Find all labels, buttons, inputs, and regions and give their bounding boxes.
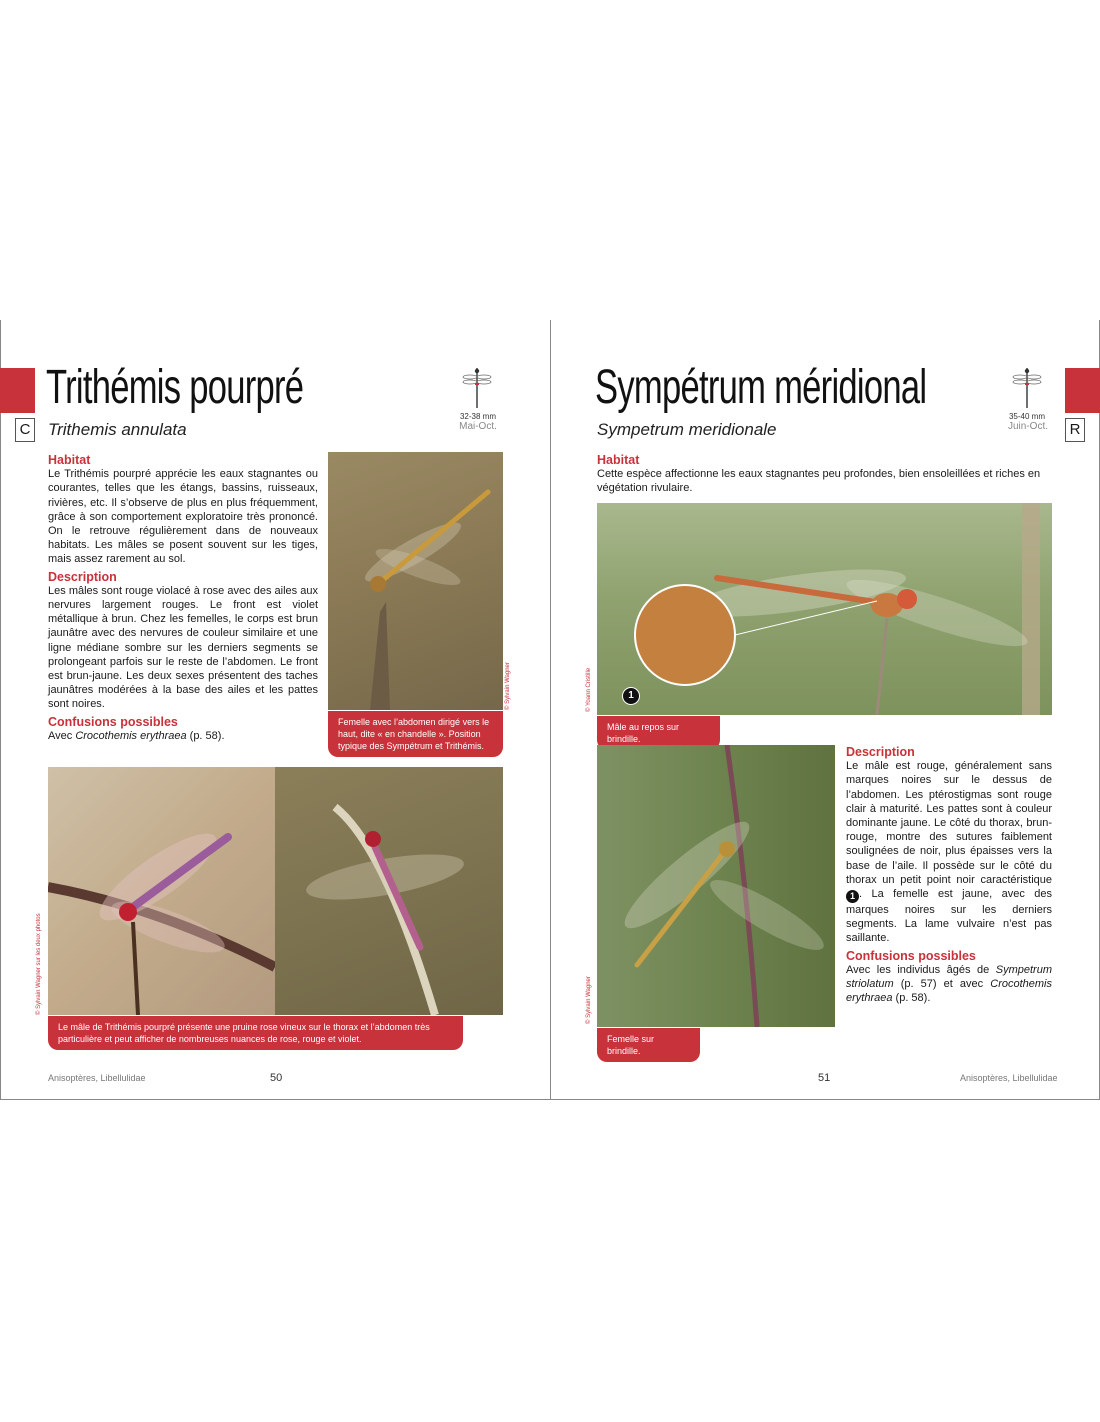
- left-text-column: [48, 453, 318, 743]
- page-title: Trithémis pourpré: [46, 361, 304, 414]
- confusions-text: Avec Crocothemis erythraea (p. 58).: [48, 729, 225, 742]
- page-number: 50: [270, 1072, 283, 1084]
- footer-family: Anisoptères, Libellulidae: [48, 1073, 146, 1083]
- description-text: Les mâles sont rouge violacé à rose avec des ailes aux nervures largement rouges. Le front est violet métallique à brun. Chez les femelles, le corps est brun jaunâtre avec des nervures de couleur similaire et une ligne médiane sombre sur les derniers segments se prolongeant parfois sur le reste de l’abdomen. Le front est brun-jaune. Les deux sexes présentent des taches jaunâtres modérées à la base des ailes et les pattes sont noires.: [48, 584, 318, 711]
- confusions-heading: Confusions possibles: [48, 714, 178, 729]
- right-red-tab: [1065, 368, 1100, 413]
- dragonfly-illustration: [48, 767, 275, 1015]
- dragonfly-illustration: [328, 452, 503, 710]
- callout-marker: 1: [846, 890, 859, 903]
- right-tab-letter: R: [1065, 418, 1085, 442]
- description-heading: Description: [48, 569, 117, 584]
- size-range: 35-40 mm: [1008, 412, 1045, 421]
- photo-credit: © Yoann Cristille: [586, 667, 592, 712]
- size-range: 32-38 mm: [459, 412, 496, 421]
- left-tab-letter: C: [15, 418, 35, 442]
- spine-line: [550, 320, 551, 1100]
- left-page-border-left: [0, 320, 1, 1100]
- photo-female-candle: [328, 452, 503, 710]
- dragonfly-illustration: [597, 503, 1052, 715]
- photo-caption: Femelle avec l’abdomen dirigé vers le haut, dite « en chandelle ». Position typique des Sympétrum et Trithémis.: [328, 711, 503, 757]
- latin-name: Trithemis annulata: [48, 420, 187, 439]
- photo-credit: © Sylvain Wagner sur les deux photos: [36, 913, 42, 1015]
- dragonfly-icon: [462, 366, 492, 410]
- photo-caption: Femelle sur brindille.: [597, 1028, 700, 1062]
- right-habitat-block: [597, 453, 1052, 496]
- dragonfly-icon: [1012, 366, 1042, 410]
- photo-male-rest: [597, 503, 1052, 715]
- left-page-border-bottom: [0, 1099, 550, 1100]
- photo-credit: © Sylvain Wagner: [586, 976, 592, 1024]
- page-title: Sympétrum méridional: [595, 361, 927, 414]
- habitat-heading: Habitat: [48, 453, 91, 467]
- callout-marker: 1: [622, 687, 640, 705]
- photo-caption: Mâle au repos sur brindille.: [597, 716, 720, 750]
- right-text-column: [846, 745, 1052, 1005]
- left-red-tab: [0, 368, 35, 413]
- dragonfly-illustration: [597, 745, 835, 1027]
- description-heading: Description: [846, 745, 915, 759]
- description-text: Le mâle est rouge, généralement sans marques noires sur le dessus de l’abdomen. Les ptérostigmas sont rouge clair à maturité. Les pattes sont à couleur dominante jaune. Le côté du thorax, brun-rouge, montre des sutures faiblement soulignées de noir, plus épaisses vers la base de l’aile. Il possède sur le côté du thorax un petit point noir caractéristique 1 . La femelle est jaune, avec des marques noires sur les derniers segments. La lame vulvaire n’est pas saillante.: [846, 760, 1052, 945]
- dragonfly-illustration: [275, 767, 503, 1015]
- flight-period: Mai-Oct.: [459, 421, 497, 432]
- flight-period: Juin-Oct.: [1007, 421, 1048, 432]
- habitat-heading: Habitat: [597, 453, 640, 467]
- habitat-text: Le Trithémis pourpré apprécie les eaux stagnantes ou courantes, telles que les étangs, bassins, ruisseaux, rivières, etc. Il s’observe de plus en plus fréquemment, grâce à son comportement exploratoire très prononcé. On le retrouve régulièrement dans de nouveaux habitats. Les mâles se posent souvent sur les tiges, mais assez rarement au sol.: [48, 468, 318, 566]
- photo-caption: Le mâle de Trithémis pourpré présente une pruine rose vineux sur le thorax et l’abdomen très particulière et peut afficher de nombreuses nuances de rose, rouge et violet.: [48, 1016, 463, 1050]
- photo-male-right: [275, 767, 503, 1015]
- photo-female-twig: [597, 745, 835, 1027]
- page-number: 51: [818, 1072, 831, 1084]
- confusions-heading: Confusions possibles: [846, 948, 976, 963]
- latin-name: Sympetrum meridionale: [597, 420, 777, 439]
- confusions-text: Avec les individus âgés de Sympetrum striolatum (p. 57) et avec Crocothemis erythraea (p. 58).: [846, 963, 1052, 1005]
- photo-credit: © Sylvain Wagner: [505, 662, 511, 710]
- right-page-border-bottom: [551, 1099, 1100, 1100]
- footer-family: Anisoptères, Libellulidae: [960, 1073, 1058, 1083]
- habitat-text: Cette espèce affectionne les eaux stagnantes peu profondes, bien ensoleillées et riches en végétation rivulaire.: [597, 468, 1041, 495]
- photo-male-left: [48, 767, 275, 1015]
